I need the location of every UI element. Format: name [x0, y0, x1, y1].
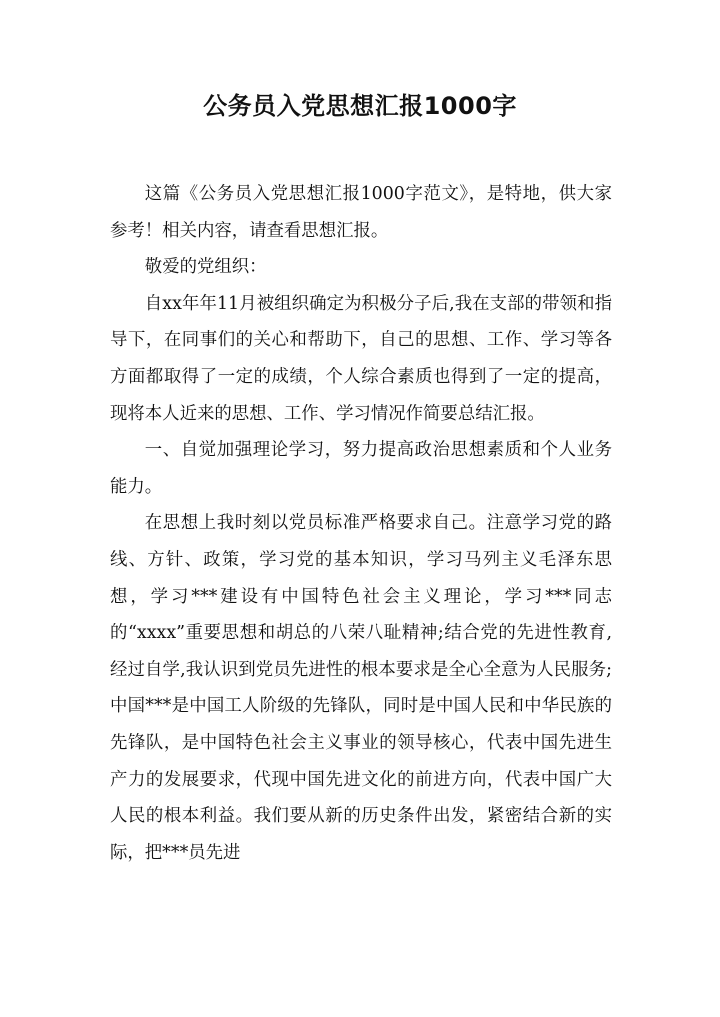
- document-body: [110, 176, 612, 871]
- paragraph-section-heading: 一、自觉加强理论学习，努力提高政治思想素质和个人业务能力。: [110, 440, 612, 497]
- paragraph-thought: 在思想上我时刻以党员标准严格要求自己。注意学习党的路线、方针、政策，学习党的基本知识，学习马列主义毛泽东思想，学习***建设有中国特色社会主义理论，学习***同志的“xxxx”重要思想和胡总的八荣八耻精神;结合党的先进性教育,经过自学,我认识到党员先进性的根本要求是全心全意为人民服务; 中国***是中国工人阶级的先锋队，同时是中国人民和中华民族的先锋队，是中国特色社会主义事业的领导核心，代表中国先进生产力的发展要求，代现中国先进文化的前进方向，代表中国广大人民的根本利益。我们要从新的历史条件出发，紧密结合新的实际，把***员先进: [110, 513, 612, 863]
- paragraph-salutation: 敬爱的党组织：: [144, 257, 267, 278]
- paragraph-summary: 自xx年年11月被组织确定为积极分子后,我在支部的带领和指导下，在同事们的关心和帮助下，自己的思想、工作、学习等各方面都取得了一定的成绩，个人综合素质也得到了一定的提高，现将本人近来的思想、工作、学习情况作简要总结汇报。: [110, 293, 612, 424]
- paragraph-intro: 这篇《公务员入党思想汇报1000字范文》，是特地，供大家参考！相关内容，请查看思想汇报。: [110, 184, 612, 241]
- document-title: 公务员入党思想汇报1000字: [203, 92, 517, 120]
